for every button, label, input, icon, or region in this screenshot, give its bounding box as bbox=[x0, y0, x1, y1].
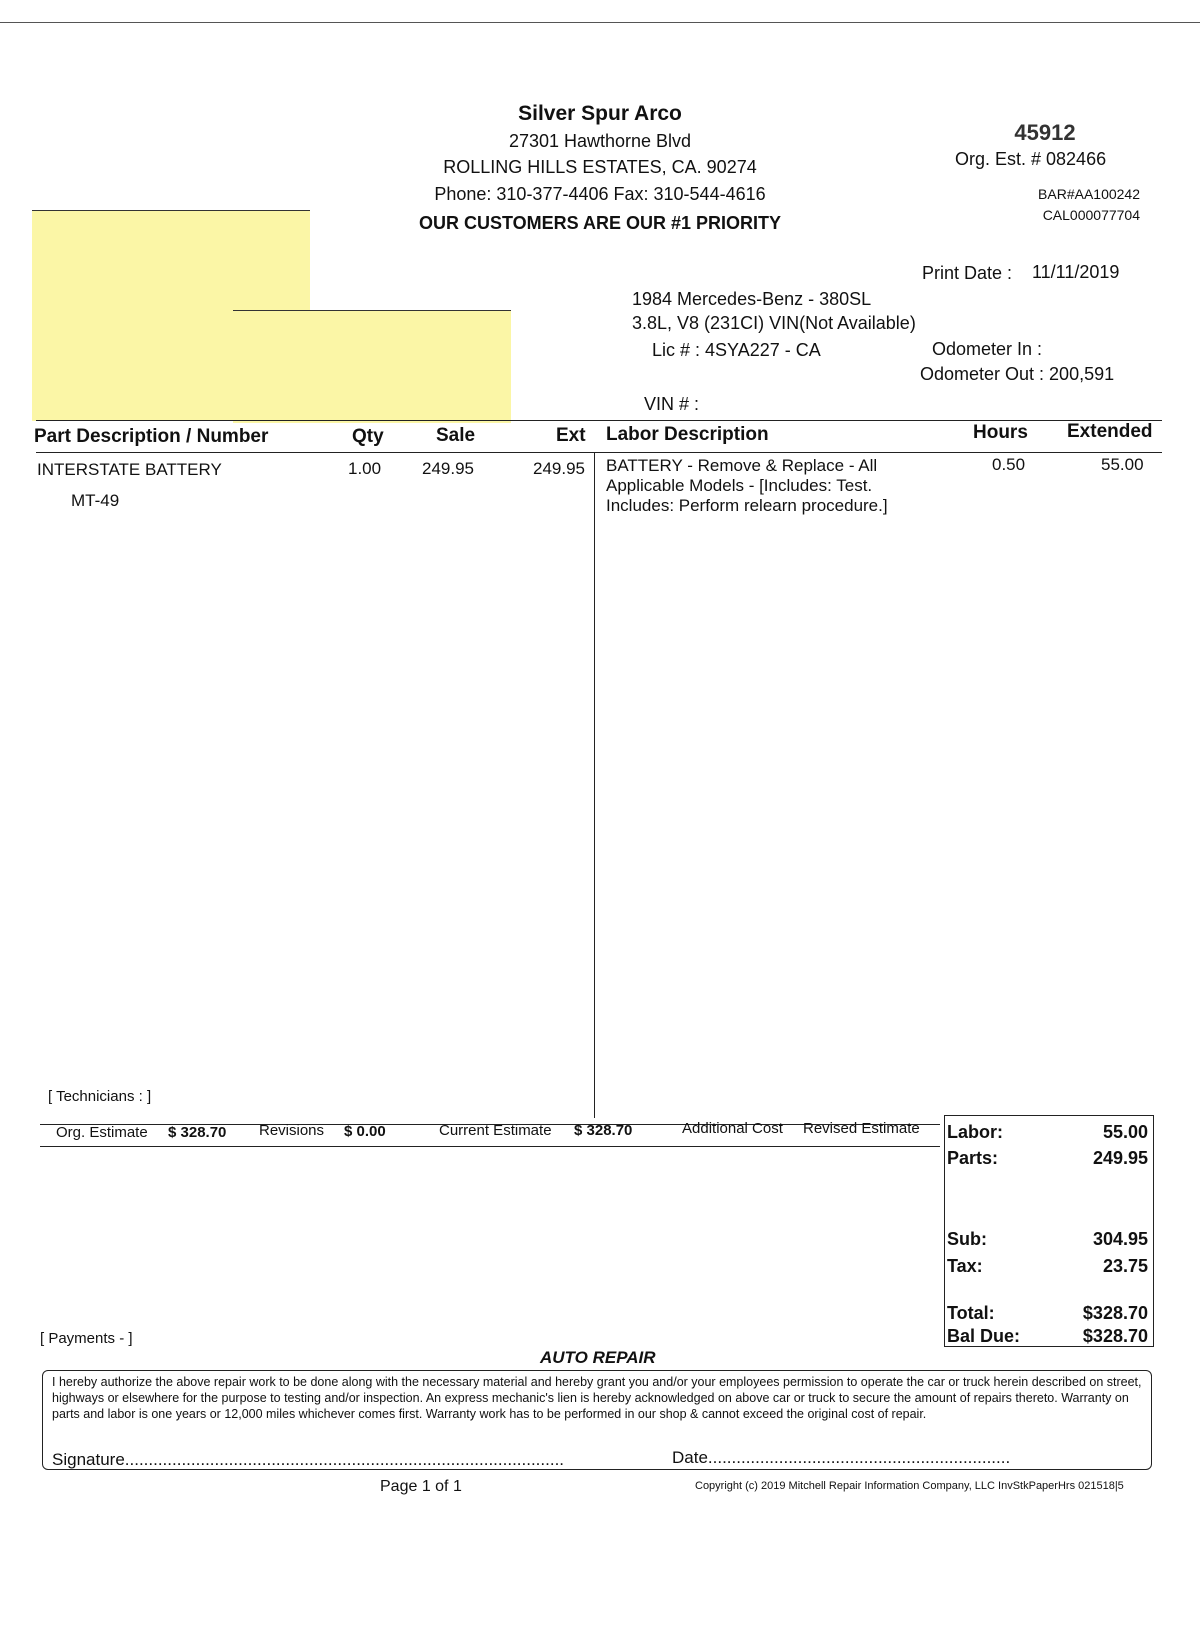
parts-total-label: Parts: bbox=[947, 1148, 999, 1168]
vehicle-vin: VIN # : bbox=[644, 394, 700, 414]
bar-number: BAR#AA100242 bbox=[1038, 186, 1140, 202]
parts-header-sale: Sale bbox=[436, 425, 476, 446]
parts-header-description: Part Description / Number bbox=[34, 426, 269, 447]
total: $328.70 bbox=[1082, 1303, 1148, 1323]
estimate-number: 45912 bbox=[1014, 120, 1076, 145]
shop-city: ROLLING HILLS ESTATES, CA. 90274 bbox=[443, 157, 757, 177]
column-divider bbox=[594, 452, 595, 1118]
shop-phone-fax: Phone: 310-377-4406 Fax: 310-544-4616 bbox=[434, 184, 766, 204]
vehicle-engine: 3.8L, V8 (231CI) VIN(Not Available) bbox=[632, 313, 916, 333]
labor-total: 55.00 bbox=[1102, 1122, 1148, 1142]
revisions-label: Revisions bbox=[259, 1122, 325, 1139]
parts-header-ext: Ext bbox=[556, 425, 586, 446]
parts-header-qty: Qty bbox=[352, 426, 384, 447]
part-ext: 249.95 bbox=[533, 459, 585, 478]
part-name: INTERSTATE BATTERY bbox=[37, 460, 222, 479]
shop-address: 27301 Hawthorne Blvd bbox=[508, 131, 692, 151]
total-label: Total: bbox=[947, 1303, 995, 1323]
org-estimate-value: $ 328.70 bbox=[168, 1124, 227, 1141]
current-estimate-label: Current Estimate bbox=[439, 1122, 552, 1139]
part-sale: 249.95 bbox=[422, 459, 474, 478]
header-bottom-rule bbox=[36, 452, 1162, 453]
shop-slogan: OUR CUSTOMERS ARE OUR #1 PRIORITY bbox=[418, 213, 782, 233]
balance-due-label: Bal Due: bbox=[947, 1326, 1021, 1346]
redaction-sticky-note-2 bbox=[233, 310, 511, 423]
revisions-value: $ 0.00 bbox=[344, 1123, 386, 1140]
odometer-out: Odometer Out : 200,591 bbox=[920, 364, 1115, 384]
labor-header-extended: Extended bbox=[1067, 421, 1153, 442]
category-title: AUTO REPAIR bbox=[540, 1348, 656, 1367]
labor-line-2: Applicable Models - [Includes: Test. bbox=[606, 476, 873, 495]
labor-extended: 55.00 bbox=[1101, 455, 1144, 474]
print-date-label: Print Date : bbox=[922, 263, 1013, 283]
payments: [ Payments - ] bbox=[40, 1330, 133, 1347]
odometer-in: Odometer In : bbox=[932, 339, 1043, 359]
header-top-rule bbox=[36, 420, 1162, 421]
technicians: [ Technicians : ] bbox=[48, 1088, 152, 1105]
vehicle-model: 1984 Mercedes-Benz - 380SL bbox=[632, 289, 872, 309]
revised-estimate-label: Revised Estimate bbox=[803, 1120, 920, 1137]
top-rule bbox=[0, 22, 1200, 23]
org-estimate-label: Org. Estimate bbox=[56, 1124, 148, 1141]
labor-total-label: Labor: bbox=[947, 1122, 1003, 1142]
part-number: MT-49 bbox=[71, 491, 120, 510]
labor-line-3: Includes: Perform relearn procedure.] bbox=[606, 496, 888, 515]
summary-bottom-rule bbox=[40, 1146, 940, 1147]
labor-hours: 0.50 bbox=[992, 455, 1026, 474]
org-estimate-number: Org. Est. # 082466 bbox=[955, 149, 1107, 169]
print-date: 11/11/2019 bbox=[1032, 262, 1120, 282]
signature-line: Signature............................................................................................. bbox=[52, 1450, 565, 1469]
subtotal: 304.95 bbox=[1092, 1229, 1148, 1249]
current-estimate-value: $ 328.70 bbox=[574, 1122, 633, 1139]
additional-cost-label: Additional Cost bbox=[682, 1120, 783, 1137]
parts-total: 249.95 bbox=[1092, 1148, 1148, 1168]
labor-line-1: BATTERY - Remove & Replace - All bbox=[606, 456, 878, 475]
date-line: Date................................................................ bbox=[672, 1448, 1011, 1467]
part-qty: 1.00 bbox=[348, 459, 382, 478]
shop-name: Silver Spur Arco bbox=[518, 102, 682, 125]
cal-number: CAL000077704 bbox=[1042, 207, 1140, 223]
vehicle-license: Lic # : 4SYA227 - CA bbox=[652, 340, 821, 360]
copyright: Copyright (c) 2019 Mitchell Repair Information Company, LLC InvStkPaperHrs 021518|5 bbox=[695, 1480, 1124, 1492]
subtotal-label: Sub: bbox=[947, 1229, 987, 1249]
authorization-text: I hereby authorize the above repair work to be done along with the necessary material and hereby grant you and/or your employees permission to operate the car or truck herein described on street, highways or elsewhere for the purpose to testing and/or inspection. An express mechanic's lien is hereby acknowledged on above car or truck to secure the amount of repairs thereto. Warranty on parts and labor is one years or 12,000 miles whichever comes first. Warranty work has to be performed in our shop & cannot exceed the original cost of repair. bbox=[52, 1375, 1142, 1421]
tax: 23.75 bbox=[1102, 1256, 1148, 1276]
page-number: Page 1 of 1 bbox=[380, 1478, 462, 1495]
tax-label: Tax: bbox=[947, 1256, 983, 1276]
labor-header-hours: Hours bbox=[973, 422, 1028, 443]
balance-due: $328.70 bbox=[1082, 1326, 1148, 1346]
labor-header-description: Labor Description bbox=[606, 424, 769, 445]
